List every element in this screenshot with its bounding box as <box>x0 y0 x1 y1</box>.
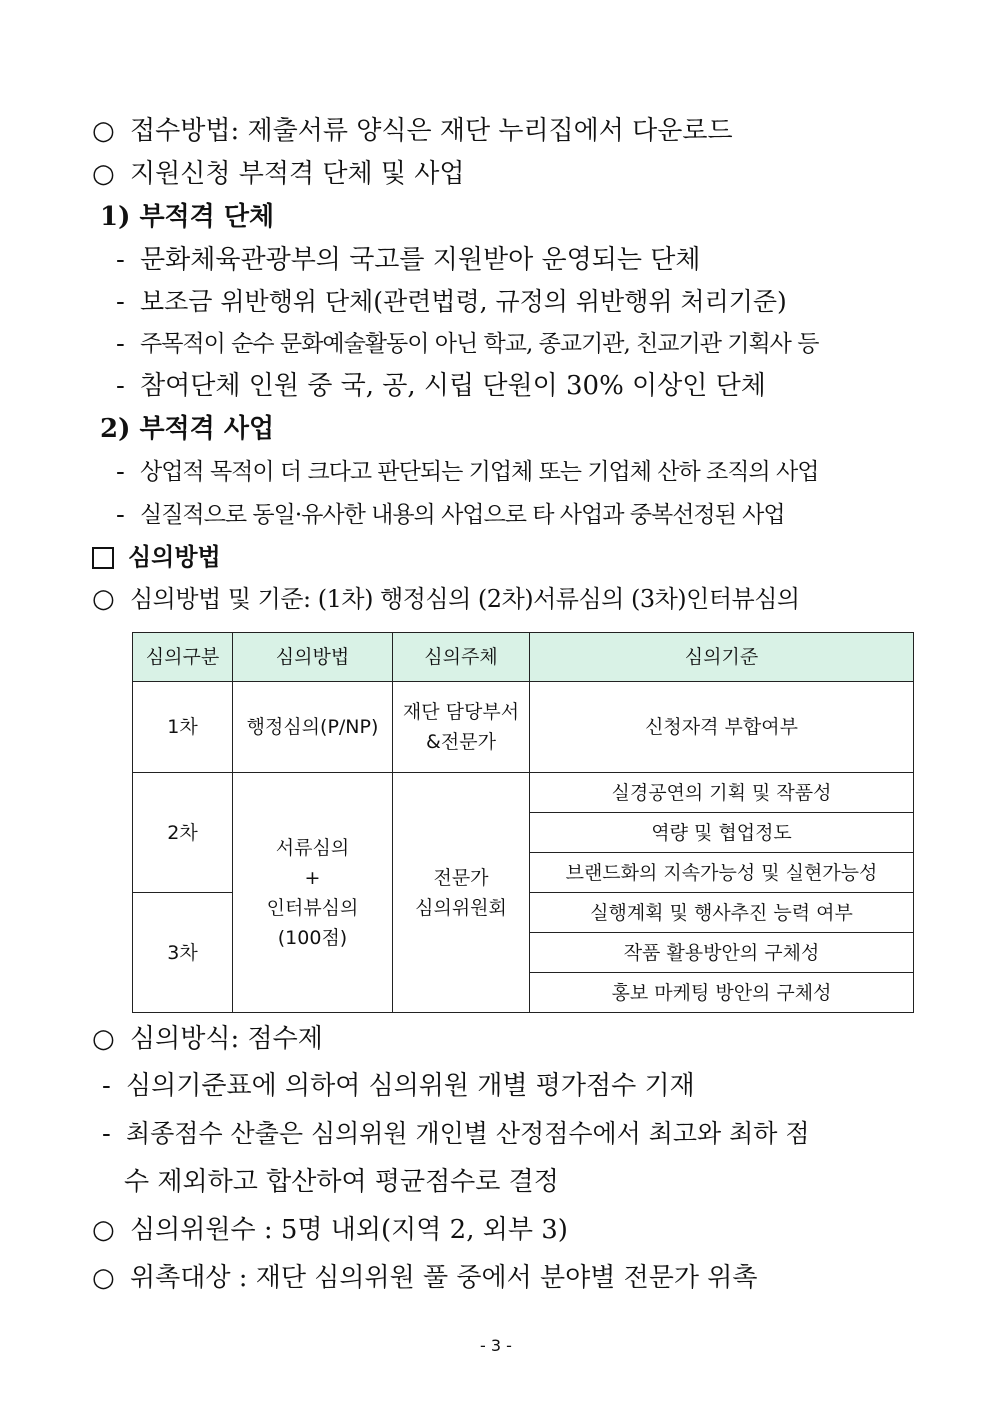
method-line: 서류심의 <box>275 836 350 859</box>
stage-cell: 3차 <box>133 893 233 1013</box>
header-method: 심의방법 <box>233 633 393 682</box>
header-body: 심의주체 <box>393 633 530 682</box>
criterion-cell: 브랜드화의 지속가능성 및 실현가능성 <box>530 853 914 893</box>
criterion-cell: 실경공연의 기획 및 작품성 <box>530 773 914 813</box>
criterion-cell: 홍보 마케팅 방안의 구체성 <box>530 973 914 1013</box>
criterion-cell: 작품 활용방안의 구체성 <box>530 933 914 973</box>
line-text: 심의기준표에 의하여 심의위원 개별 평가점수 기재 <box>126 1071 695 1101</box>
table-row <box>133 682 914 773</box>
method-line: (100점) <box>277 926 348 949</box>
line-text: 참여단체 인원 중 국, 공, 시립 단원이 30% 이상인 단체 <box>140 371 766 401</box>
stage-cell: 1차 <box>133 682 233 773</box>
header-criteria: 심의기준 <box>530 633 914 682</box>
line-text: 주목적이 순수 문화예술활동이 아닌 학교, 종교기관, 친교기관 기획사 등 <box>140 331 819 357</box>
method-cell: 행정심의(P/NP) <box>233 682 393 773</box>
method-line: + <box>304 866 321 889</box>
criterion-cell: 역량 및 협업정도 <box>530 813 914 853</box>
circle-bullet: ○ <box>92 1024 115 1054</box>
body-line: 심의위원회 <box>415 896 507 919</box>
circle-bullet: ○ <box>92 584 115 614</box>
line-text: 심의방법 및 기준: (1차) 행정심의 (2차)서류심의 (3차)인터뷰심의 <box>130 585 800 613</box>
stage-cell: 2차 <box>133 773 233 893</box>
subheading-text: 2) 부적격 사업 <box>100 414 275 444</box>
body-cell <box>393 682 530 773</box>
line-text: 접수방법: 제출서류 양식은 재단 누리집에서 다운로드 <box>130 116 733 146</box>
dash-bullet: - <box>116 500 125 530</box>
dash-bullet: - <box>116 457 125 487</box>
line-text: 심의위원수 : 5명 내외(지역 2, 외부 3) <box>130 1215 568 1245</box>
body-cell <box>393 773 530 1013</box>
circle-bullet: ○ <box>92 1263 115 1293</box>
dash-bullet: - <box>116 371 125 401</box>
dash-bullet: - <box>116 287 125 317</box>
table-header-row <box>133 633 914 682</box>
line-text: 지원신청 부적격 단체 및 사업 <box>130 159 465 189</box>
section-title: 심의방법 <box>128 543 221 571</box>
dash-bullet: - <box>116 329 125 359</box>
dash-bullet: - <box>102 1071 111 1101</box>
line-text: 최종점수 산출은 심의위원 개인별 산정점수에서 최고와 최하 점 <box>126 1119 810 1148</box>
body-line: &전문가 <box>426 731 496 753</box>
line-text: 심의방식: 점수제 <box>130 1024 323 1054</box>
line-text: 상업적 목적이 더 크다고 판단되는 기업체 또는 기업체 산하 조직의 사업 <box>140 459 819 485</box>
criterion-cell: 실행계획 및 행사추진 능력 여부 <box>530 893 914 933</box>
circle-bullet: ○ <box>92 116 115 146</box>
review-criteria-table <box>132 632 914 1013</box>
dash-bullet: - <box>102 1119 111 1149</box>
method-line: 인터뷰심의 <box>266 896 359 919</box>
circle-bullet: ○ <box>92 1215 115 1245</box>
method-cell <box>233 773 393 1013</box>
line-text: 수 제외하고 합산하여 평균점수로 결정 <box>124 1167 559 1197</box>
line-text: 문화체육관광부의 국고를 지원받아 운영되는 단체 <box>140 245 701 275</box>
page-number: - 3 - <box>480 1336 512 1355</box>
body-line: 재단 담당부서 <box>402 701 520 723</box>
checkbox-square-icon <box>92 547 114 569</box>
line-text: 보조금 위반행위 단체(관련법령, 규정의 위반행위 처리기준) <box>140 287 787 316</box>
header-stage: 심의구분 <box>133 633 233 682</box>
subheading-text: 1) 부적격 단체 <box>100 202 275 232</box>
dash-bullet: - <box>116 245 125 275</box>
table-row <box>133 773 914 813</box>
body-line: 전문가 <box>433 866 489 889</box>
line-text: 실질적으로 동일·유사한 내용의 사업으로 타 사업과 중복선정된 사업 <box>140 502 785 528</box>
criterion-cell: 신청자격 부합여부 <box>530 682 914 773</box>
circle-bullet: ○ <box>92 159 115 189</box>
line-text: 위촉대상 : 재단 심의위원 풀 중에서 분야별 전문가 위촉 <box>130 1263 758 1293</box>
